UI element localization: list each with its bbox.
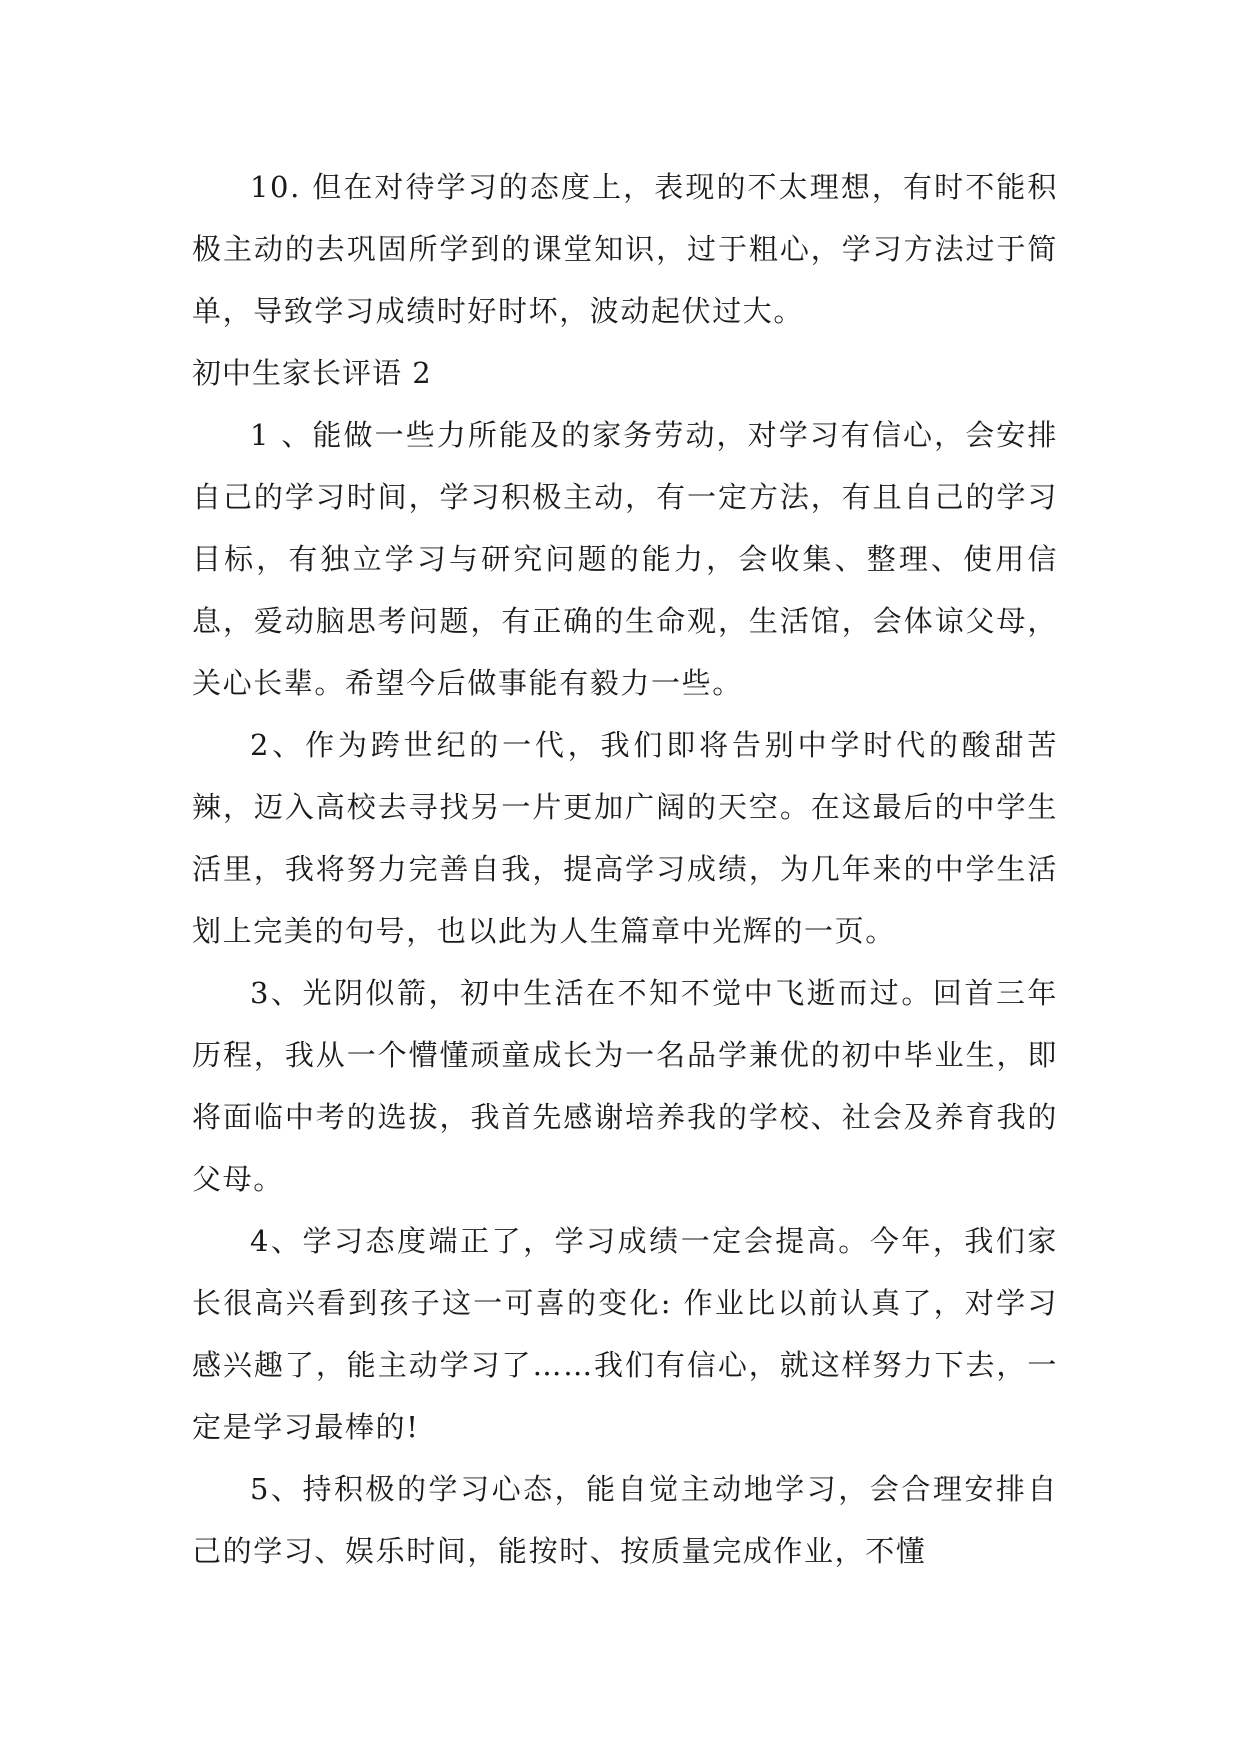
paragraph-3: 3、光阴似箭，初中生活在不知不觉中飞逝而过。回首三年历程，我从一个懵懂顽童成长为一名品学兼优的初中毕业生，即将面临中考的选拔，我首先感谢培养我的学校、社会及养育我的父母。	[192, 976, 1058, 1196]
paragraph-1: 1 、能做一些力所能及的家务劳动，对学习有信心，会安排自己的学习时间，学习积极主动，有一定方法，有且自己的学习目标，有独立学习与研究问题的能力，会收集、整理、使用信息，爱动脑思考问题，有正确的生命观，生活馆，会体谅父母，关心长辈。希望今后做事能有毅力一些。	[192, 418, 1058, 700]
paragraph-2: 2、作为跨世纪的一代，我们即将告别中学时代的酸甜苦辣，迈入高校去寻找另一片更加广阔的天空。在这最后的中学生活里，我将努力完善自我，提高学习成绩，为几年来的中学生活划上完美的句号，也以此为人生篇章中光辉的一页。	[192, 728, 1058, 948]
paragraph-4: 4、学习态度端正了，学习成绩一定会提高。今年，我们家长很高兴看到孩子这一可喜的变化: 作业比以前认真了，对学习感兴趣了，能主动学习了……我们有信心，就这样努力下去，一定是学习最棒的!	[192, 1224, 1058, 1444]
paragraph-10: 10. 但在对待学习的态度上，表现的不太理想，有时不能积极主动的去巩固所学到的课堂知识，过于粗心，学习方法过于简单，导致学习成绩时好时坏，波动起伏过大。	[192, 170, 1058, 328]
paragraph-5: 5、持积极的学习心态，能自觉主动地学习，会合理安排自己的学习、娱乐时间，能按时、按质量完成作业，不懂	[192, 1472, 1058, 1568]
section-heading: 初中生家长评语 2	[192, 356, 432, 390]
document-page	[192, 156, 1058, 1582]
